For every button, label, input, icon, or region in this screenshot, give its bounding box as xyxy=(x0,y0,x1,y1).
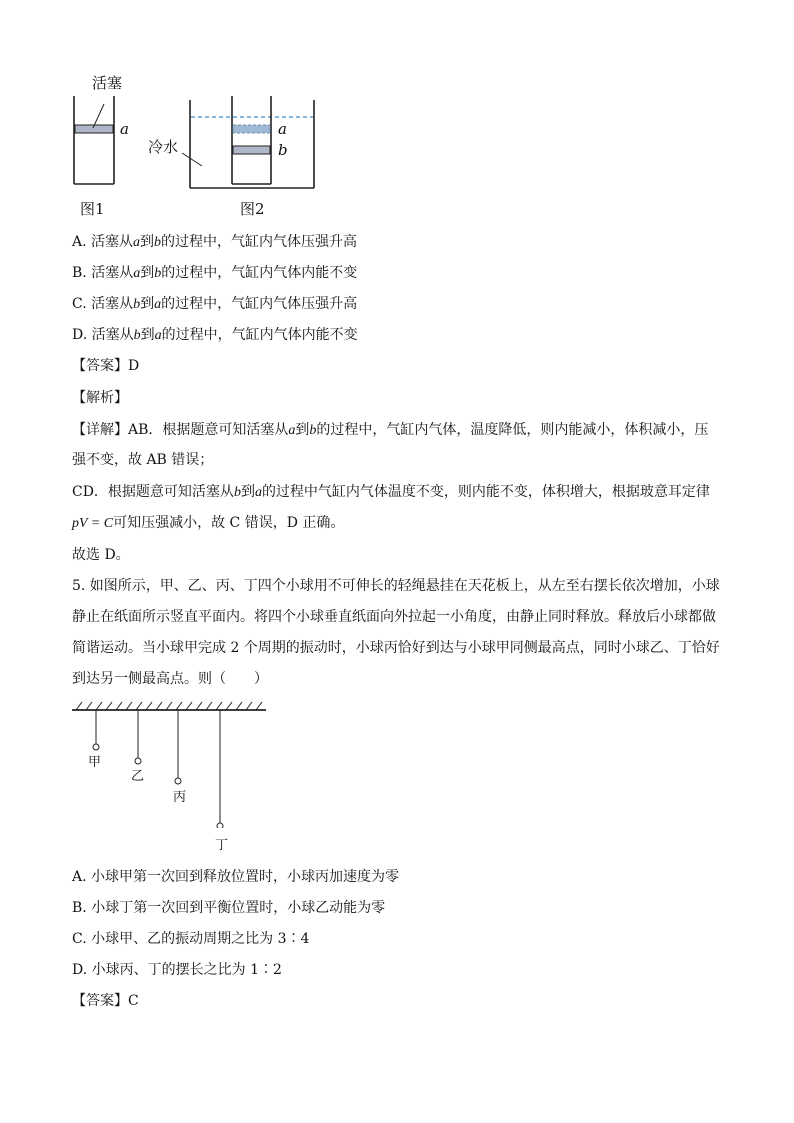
piston-b-position xyxy=(233,146,270,154)
q5-option-a: A. 小球甲第一次回到释放位置时，小球丙加速度为零 xyxy=(72,869,400,885)
piston-a-position xyxy=(233,125,270,133)
label-b-fig2: b xyxy=(278,141,288,159)
q5-stem-line4: 到达另一侧最高点。则（ ） xyxy=(72,671,268,687)
ball-ding xyxy=(217,823,223,828)
q5-stem-line2: 静止在纸面所示竖直平面内。将四个小球垂直纸面向外拉起一小角度，由静止同时释放。释放后小球都做 xyxy=(72,609,716,625)
piston-label: 活塞 xyxy=(92,74,123,92)
q4-detail-line3: CD．根据题意可知活塞从b到a的过程中气缸内气体温度不变，则内能不变，体积增大，根据玻意耳定律 xyxy=(72,484,710,500)
q5-option-d: D. 小球丙、丁的摆长之比为 1∶2 xyxy=(72,962,282,978)
ball-label-yi: 乙 xyxy=(131,769,145,784)
piston-pointer xyxy=(93,104,104,128)
q5-option-b: B. 小球丁第一次回到平衡位置时，小球乙动能为零 xyxy=(72,900,386,916)
ball-yi xyxy=(135,758,141,764)
q4-analysis-tag: 【解析】 xyxy=(72,390,128,406)
water-pointer xyxy=(182,153,202,166)
fig2-caption: 图2 xyxy=(240,200,265,218)
ball-label-jia: 甲 xyxy=(88,755,102,770)
label-a-fig1: a xyxy=(120,120,129,138)
ball-label-bing: 丙 xyxy=(173,790,187,805)
q5-stem-line3: 简谐运动。当小球甲完成 2 个周期的振动时，小球丙恰好到达与小球甲同侧最高点，同时小球乙、丁恰好 xyxy=(72,640,720,656)
boyle-formula: pV = C xyxy=(72,516,114,531)
fig1-caption: 图1 xyxy=(80,200,105,218)
ball-bing xyxy=(175,778,181,784)
q4-detail-line4: pV = C可知压强减小，故 C 错误，D 正确。 xyxy=(72,515,345,531)
q4-option-b: B. 活塞从a到b的过程中，气缸内气体内能不变 xyxy=(72,265,358,281)
q4-option-c: C. 活塞从b到a的过程中，气缸内气体压强升高 xyxy=(72,296,358,312)
q5-answer: 【答案】C xyxy=(72,993,139,1009)
q4-option-d: D. 活塞从b到a的过程中，气缸内气体内能不变 xyxy=(72,327,358,343)
q5-option-c: C. 小球甲、乙的振动周期之比为 3∶4 xyxy=(72,931,310,947)
q4-option-a: A. 活塞从a到b的过程中，气缸内气体压强升高 xyxy=(72,234,358,250)
cold-water-label: 冷水 xyxy=(148,138,179,156)
q4-conclusion: 故选 D。 xyxy=(72,547,130,563)
q4-answer: 【答案】D xyxy=(72,358,140,374)
label-a-fig2: a xyxy=(278,120,287,138)
ball-jia xyxy=(93,744,99,750)
q5-stem-line1: 5. 如图所示，甲、乙、丙、丁四个小球用不可伸长的轻绳悬挂在天花板上，从左至右摆长依次增加，小球 xyxy=(72,578,720,594)
q4-detail-line1: 【详解】AB．根据题意可知活塞从a到b的过程中，气缸内气体，温度降低，则内能减小，体积减小，压 xyxy=(72,422,709,438)
ball-label-ding: 丁 xyxy=(215,838,229,853)
q4-detail-line2: 强不变，故 AB 错误； xyxy=(72,452,214,468)
